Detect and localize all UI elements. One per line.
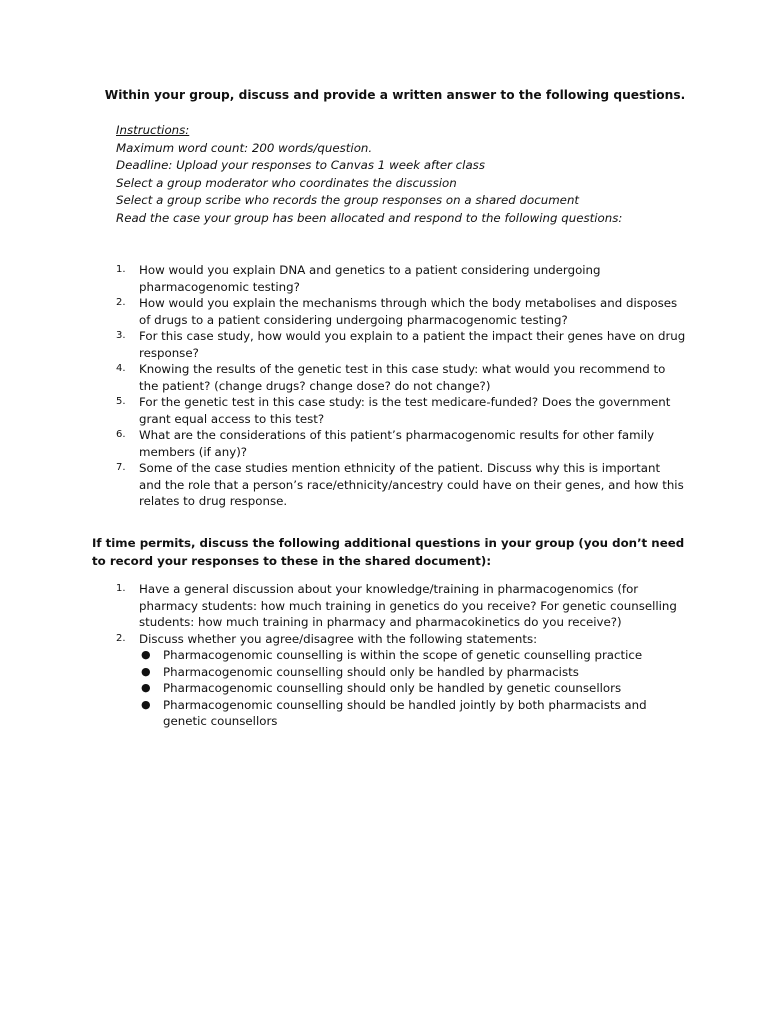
page-heading: Within your group, discuss and provide a written answer to the following questions. <box>104 88 686 102</box>
statement-text: Pharmacogenomic counselling should only be handled by pharmacists <box>163 664 579 679</box>
question-text: Discuss whether you agree/disagree with the following statements: <box>139 631 538 646</box>
question-number: 6. <box>116 429 126 440</box>
question-item <box>116 295 686 328</box>
instructions-title: Instructions: <box>116 123 190 137</box>
questions-list <box>116 262 686 510</box>
question-text: How would you explain DNA and genetics to a patient considering undergoing pharmacogenomic testing? <box>139 263 601 294</box>
question-item <box>116 328 686 361</box>
statement-item <box>139 697 686 730</box>
bullet-icon: ● <box>141 697 151 711</box>
question-number: 1. <box>116 264 126 275</box>
additional-questions-list <box>116 581 686 730</box>
bullet-icon: ● <box>141 664 151 678</box>
statement-item <box>139 680 686 697</box>
question-item <box>116 427 686 460</box>
question-number: 2. <box>116 297 126 308</box>
question-item <box>116 394 686 427</box>
question-item <box>116 361 686 394</box>
instruction-line: Deadline: Upload your responses to Canvas 1 week after class <box>116 158 485 172</box>
instruction-line: Select a group moderator who coordinates the discussion <box>116 175 457 190</box>
statement-text: Pharmacogenomic counselling should be handled jointly by both pharmacists and genetic counsellors <box>163 697 647 728</box>
statements-list <box>139 647 686 730</box>
bullet-icon: ● <box>141 681 151 694</box>
instruction-line: Maximum word count: 200 words/question. <box>116 140 373 155</box>
question-number: 3. <box>116 330 126 341</box>
instruction-line: Read the case your group has been allocated and respond to the following questions: <box>116 210 623 225</box>
question-text: Some of the case studies mention ethnicity of the patient. Discuss why this is important and the role that a person’s race/ethnicity/ancestry could have on their genes, and how this relates to drug response. <box>139 461 684 508</box>
question-text: How would you explain the mechanisms through which the body metabolises and disposes of drugs to a patient considering undergoing pharmacogenomic testing? <box>139 296 678 327</box>
statement-text: Pharmacogenomic counselling is within the scope of genetic counselling practice <box>163 648 643 662</box>
question-item <box>116 460 686 510</box>
question-number: 1. <box>116 583 126 594</box>
statement-item <box>139 647 686 664</box>
statement-item <box>139 664 686 681</box>
additional-question-item <box>116 581 686 631</box>
additional-questions-heading: If time permits, discuss the following additional questions in your group (you don’t need to record your responses to these in the shared document): <box>92 536 685 568</box>
additional-question-item <box>116 631 686 648</box>
instruction-line: Select a group scribe who records the group responses on a shared document <box>116 193 580 207</box>
question-number: 4. <box>116 363 126 374</box>
question-text: What are the considerations of this patient’s pharmacogenomic results for other family members (if any)? <box>139 428 655 459</box>
instructions-block <box>116 122 696 227</box>
question-number: 7. <box>116 462 126 473</box>
question-number: 5. <box>116 396 126 407</box>
question-text: Knowing the results of the genetic test in this case study: what would you recommend to the patient? (change drugs? change dose? do not change?) <box>139 362 666 393</box>
question-number: 2. <box>116 632 126 644</box>
question-text: Have a general discussion about your knowledge/training in pharmacogenomics (for pharmacy students: how much training in genetics do you receive? For genetic counselling students: how much training in pharmacy and pharmacokinetics do you receive?) <box>139 582 677 629</box>
question-item <box>116 262 686 295</box>
question-text: For this case study, how would you explain to a patient the impact their genes have on drug response? <box>139 329 686 360</box>
statement-text: Pharmacogenomic counselling should only be handled by genetic counsellors <box>163 681 622 695</box>
question-text: For the genetic test in this case study: is the test medicare-funded? Does the government grant equal access to this test? <box>139 395 671 426</box>
bullet-icon: ● <box>141 648 151 661</box>
